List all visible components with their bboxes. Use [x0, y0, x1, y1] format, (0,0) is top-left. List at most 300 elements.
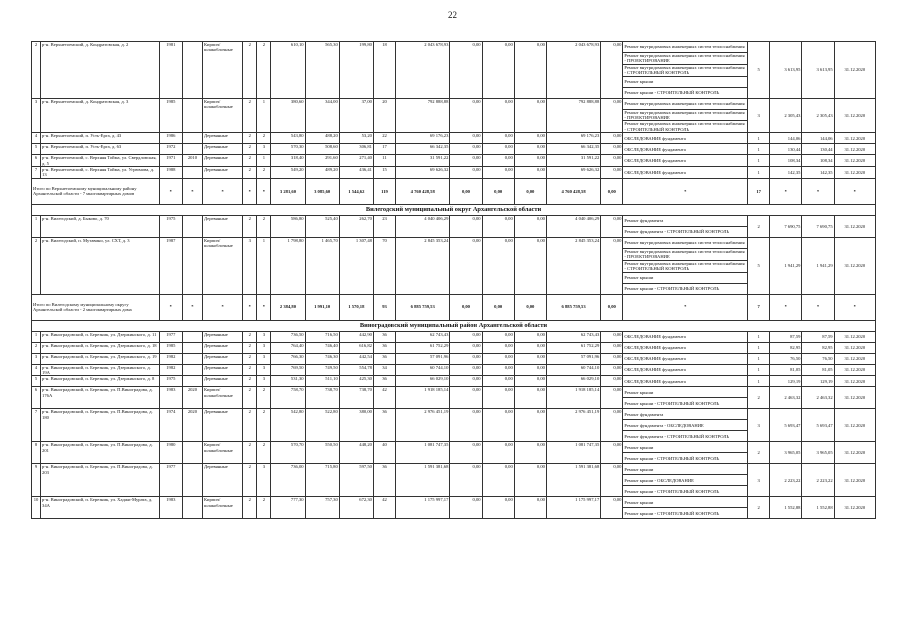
work-type-cell: Ремонт внутридомовых инженерных систем теплоснабжения — [623, 98, 748, 109]
cost-cell: 31 591,22 — [396, 155, 450, 167]
a1-cell: 570,70 — [271, 442, 305, 464]
z4-cell: 0,00 — [601, 155, 623, 167]
res-cell: 18 — [373, 42, 395, 99]
total-star: * — [202, 294, 242, 320]
unit-price-cell: 1 941,29 — [770, 237, 802, 294]
total-date: * — [834, 294, 875, 320]
res-cell: 22 — [373, 133, 395, 144]
entr-cell: 3 — [257, 342, 271, 353]
z2-cell: 0,00 — [482, 364, 514, 376]
address-cell: р-н. Виноградовский, п. Березник, ул. Дзержинского, д. 8 — [41, 376, 160, 387]
a1-cell: 777,30 — [271, 497, 305, 519]
address-cell: р-н. Виноградовский, п. Березник, ул. П.Виноградова, д. 201 — [41, 442, 160, 464]
year2-cell — [182, 237, 202, 294]
work-count-cell: 5 — [748, 237, 770, 294]
z1-cell: 0,00 — [450, 42, 482, 99]
deadline-cell: 31.12.2020 — [834, 387, 875, 409]
max-price-cell: 82,95 — [802, 342, 834, 353]
table-row — [32, 42, 876, 53]
mat-cell: Кирпич/ шлакоблочные — [202, 42, 242, 99]
year2-cell: 2010 — [182, 155, 202, 167]
total-date: * — [834, 178, 875, 204]
a2-cell: 508,60 — [305, 144, 339, 155]
entr-cell: 3 — [257, 331, 271, 342]
unit-price-cell: 3 965,05 — [770, 442, 802, 464]
res-cell: 36 — [373, 464, 395, 497]
a2-cell: 716,50 — [305, 331, 339, 342]
year-cell: 1971 — [159, 155, 182, 167]
section-title: Виноградовский муниципальный район Архангельской области — [32, 320, 876, 331]
entr-cell: 3 — [257, 364, 271, 376]
year2-cell — [182, 42, 202, 99]
total-z1: 0,00 — [450, 178, 482, 204]
work-type-cell: ОБСЛЕДОВАНИЕ фундамента — [623, 167, 748, 179]
work-count-cell: 5 — [748, 42, 770, 99]
a2-cell: 525,40 — [305, 215, 339, 237]
z4-cell: 0,00 — [601, 144, 623, 155]
total-star: * — [257, 178, 271, 204]
floors-cell: 2 — [243, 167, 257, 179]
year-cell: 1974 — [159, 409, 182, 442]
year-cell: 1975 — [159, 215, 182, 237]
total-star: * — [202, 178, 242, 204]
entr-cell: 2 — [257, 215, 271, 237]
a1-cell: 736,00 — [271, 464, 305, 497]
row-number: 7 — [32, 409, 41, 442]
z1-cell: 0,00 — [450, 331, 482, 342]
address-cell: р-н. Виноградовский, п. Березник, ул. П.Виноградова, д. 176А — [41, 387, 160, 409]
cost-cell: 792 888,88 — [396, 98, 450, 133]
res-cell: 40 — [373, 442, 395, 464]
max-price-cell: 5 693,47 — [802, 409, 834, 442]
entr-cell: 2 — [257, 497, 271, 519]
cost-cell: 66 029,10 — [396, 376, 450, 387]
z2-cell: 0,00 — [482, 215, 514, 237]
z1-cell: 0,00 — [450, 215, 482, 237]
address-cell: р-н. Виноградовский, п. Березник, ул. Дзержинского, д. 19 — [41, 353, 160, 364]
work-type-cell: Ремонт крыши — [623, 442, 748, 453]
total-a3: 1 544,62 — [339, 178, 373, 204]
entr-cell: 1 — [257, 155, 271, 167]
cost2-cell: 66 342,35 — [546, 144, 600, 155]
total-star: * — [243, 178, 257, 204]
work-type-cell: Ремонт фундамента - ОБСЛЕДОВАНИЕ — [623, 420, 748, 431]
a2-cell: 757,30 — [305, 497, 339, 519]
total-z2: 0,00 — [482, 178, 514, 204]
total-cost2: 6 885 759,53 — [546, 294, 600, 320]
unit-price-cell: 144,06 — [770, 133, 802, 144]
total-cost: 6 885 759,53 — [396, 294, 450, 320]
total-star: * — [243, 294, 257, 320]
year2-cell — [182, 364, 202, 376]
total-p2: * — [802, 178, 834, 204]
res-cell: 36 — [373, 331, 395, 342]
table-row — [32, 353, 876, 364]
deadline-cell: 31.12.2020 — [834, 42, 875, 99]
mat-cell: Кирпич/ шлакоблочные — [202, 497, 242, 519]
total-z4: 0,00 — [601, 294, 623, 320]
section-title: Вилегодский муниципальный округ Архангельской области — [32, 204, 876, 215]
total-star: * — [182, 294, 202, 320]
work-count-cell: 1 — [748, 155, 770, 167]
unit-price-cell: 2 463,32 — [770, 387, 802, 409]
work-type-cell: Ремонт крыши — [623, 387, 748, 398]
address-cell: р-н. Верхнетоемский, п. Усть-Ерга, д. 63 — [41, 144, 160, 155]
year-cell: 1982 — [159, 364, 182, 376]
total-cost: 4 760 428,58 — [396, 178, 450, 204]
z3-cell: 0,00 — [514, 155, 546, 167]
a1-cell: 758,70 — [271, 387, 305, 409]
row-number: 6 — [32, 387, 41, 409]
table-row — [32, 133, 876, 144]
mat-cell: Деревянные — [202, 376, 242, 387]
max-price-cell: 3 613,95 — [802, 42, 834, 99]
row-number: 6 — [32, 155, 41, 167]
year-cell: 1983 — [159, 497, 182, 519]
total-work-count: 17 — [748, 178, 770, 204]
z1-cell: 0,00 — [450, 133, 482, 144]
z4-cell: 0,00 — [601, 342, 623, 353]
res-cell: 36 — [373, 342, 395, 353]
entr-cell: 1 — [257, 237, 271, 294]
a3-cell: 1 307,48 — [339, 237, 373, 294]
cost-cell: 1 918 185,14 — [396, 387, 450, 409]
a2-cell: 715,80 — [305, 464, 339, 497]
mat-cell: Кирпич/ шлакоблочные — [202, 442, 242, 464]
row-number: 9 — [32, 464, 41, 497]
a3-cell: 306,81 — [339, 144, 373, 155]
floors-cell: 2 — [243, 387, 257, 409]
entr-cell: 3 — [257, 376, 271, 387]
year-cell: 1982 — [159, 353, 182, 364]
work-type-cell: Ремонт внутридомовых инженерных систем теплоснабжения — [623, 42, 748, 53]
table-row — [32, 342, 876, 353]
mat-cell: Деревянные — [202, 364, 242, 376]
total-z1: 0,00 — [450, 294, 482, 320]
total-res: 93 — [373, 294, 395, 320]
deadline-cell: 31.12.2020 — [834, 167, 875, 179]
table-row — [32, 387, 876, 398]
year2-cell: 2020 — [182, 409, 202, 442]
a1-cell: 610,10 — [271, 42, 305, 99]
address-cell: р-н. Виноградовский, п. Березник, ул. Дзержинского, д. 18 — [41, 342, 160, 353]
year-cell: 1985 — [159, 98, 182, 133]
a3-cell: 262,70 — [339, 215, 373, 237]
a1-cell: 586,80 — [271, 215, 305, 237]
table-row — [32, 376, 876, 387]
a1-cell: 549,20 — [271, 167, 305, 179]
total-z3: 0,00 — [514, 294, 546, 320]
z2-cell: 0,00 — [482, 331, 514, 342]
address-cell: р-н. Виноградовский, п. Березник, ул. Дзержинского, д. 19А — [41, 364, 160, 376]
cost-cell: 60 744,10 — [396, 364, 450, 376]
row-number: 5 — [32, 144, 41, 155]
a1-cell: 769,50 — [271, 364, 305, 376]
work-type-cell: Ремонт крыши — [623, 497, 748, 508]
z3-cell: 0,00 — [514, 387, 546, 409]
table-body — [32, 42, 876, 519]
mat-cell: Деревянные — [202, 155, 242, 167]
z3-cell: 0,00 — [514, 442, 546, 464]
deadline-cell: 31.12.2020 — [834, 376, 875, 387]
deadline-cell: 31.12.2020 — [834, 442, 875, 464]
a2-cell: 489,20 — [305, 167, 339, 179]
deadline-cell: 31.12.2020 — [834, 215, 875, 237]
floors-cell: 2 — [243, 144, 257, 155]
cost2-cell: 31 591,22 — [546, 155, 600, 167]
cost2-cell: 61 752,29 — [546, 342, 600, 353]
cost-cell: 57 091,96 — [396, 353, 450, 364]
a3-cell: 380,00 — [339, 409, 373, 442]
deadline-cell: 31.12.2020 — [834, 331, 875, 342]
cost2-cell: 69 176,23 — [546, 133, 600, 144]
z1-cell: 0,00 — [450, 442, 482, 464]
address-cell: р-н. Вилегодский, п. Мутавино, ул. СХТ, д. 3 — [41, 237, 160, 294]
entr-cell: 2 — [257, 42, 271, 99]
year2-cell — [182, 331, 202, 342]
address-cell: р-н. Виноградовский, п. Березник, ул. П.Виноградова, д. 180 — [41, 409, 160, 442]
total-star: * — [159, 294, 182, 320]
unit-price-cell: 2 305,43 — [770, 98, 802, 133]
z2-cell: 0,00 — [482, 98, 514, 133]
entr-cell: 2 — [257, 409, 271, 442]
a3-cell: 442,54 — [339, 353, 373, 364]
z4-cell: 0,00 — [601, 497, 623, 519]
work-type-cell: Ремонт внутридомовых инженерных систем теплоснабжения - СТРОИТЕЛЬНЫЙ КОНТРОЛЬ — [623, 260, 748, 272]
unit-price-cell: 3 613,95 — [770, 42, 802, 99]
floors-cell: 2 — [243, 215, 257, 237]
res-cell: 36 — [373, 353, 395, 364]
work-type-cell: Ремонт крыши — [623, 76, 748, 87]
a1-cell: 531,30 — [271, 376, 305, 387]
z4-cell: 0,00 — [601, 215, 623, 237]
max-price-cell: 87,59 — [802, 331, 834, 342]
work-count-cell: 1 — [748, 331, 770, 342]
a1-cell: 318,40 — [271, 155, 305, 167]
z4-cell: 0,00 — [601, 133, 623, 144]
cost2-cell: 57 091,96 — [546, 353, 600, 364]
z4-cell: 0,00 — [601, 387, 623, 409]
z2-cell: 0,00 — [482, 442, 514, 464]
a1-cell: 1 798,80 — [271, 237, 305, 294]
deadline-cell: 31.12.2020 — [834, 464, 875, 497]
total-z2: 0,00 — [482, 294, 514, 320]
year2-cell — [182, 133, 202, 144]
year-cell: 1981 — [159, 42, 182, 99]
z1-cell: 0,00 — [450, 155, 482, 167]
total-work: * — [623, 294, 748, 320]
deadline-cell: 31.12.2020 — [834, 237, 875, 294]
z4-cell: 0,00 — [601, 376, 623, 387]
a3-cell: 436,41 — [339, 167, 373, 179]
unit-price-cell: 87,59 — [770, 331, 802, 342]
z1-cell: 0,00 — [450, 376, 482, 387]
cost2-cell: 1 591 381,68 — [546, 464, 600, 497]
address-cell: р-н. Верхнетоемский, с. Верхняя Тойма, ул. Угрюмова, д. 13 — [41, 167, 160, 179]
a2-cell: 344,00 — [305, 98, 339, 133]
a3-cell: 597,50 — [339, 464, 373, 497]
unit-price-cell: 1 552,88 — [770, 497, 802, 519]
total-z4: 0,00 — [601, 178, 623, 204]
cost2-cell: 66 029,10 — [546, 376, 600, 387]
work-type-cell: Ремонт внутридомовых инженерных систем теплоснабжения - ПРОЕКТИРОВАНИЕ — [623, 109, 748, 121]
cost-cell: 2 043 678,93 — [396, 42, 450, 99]
mat-cell: Деревянные — [202, 331, 242, 342]
table-row — [32, 98, 876, 109]
address-cell: р-н. Виноградовский, п. Березник, ул. Дзержинского, д. 11 — [41, 331, 160, 342]
work-count-cell: 1 — [748, 144, 770, 155]
z3-cell: 0,00 — [514, 464, 546, 497]
max-price-cell: 129,19 — [802, 376, 834, 387]
work-type-cell: Ремонт внутридомовых инженерных систем теплоснабжения - СТРОИТЕЛЬНЫЙ КОНТРОЛЬ — [623, 64, 748, 76]
work-count-cell: 1 — [748, 376, 770, 387]
entr-cell: 2 — [257, 167, 271, 179]
z3-cell: 0,00 — [514, 497, 546, 519]
work-count-cell: 1 — [748, 353, 770, 364]
z3-cell: 0,00 — [514, 133, 546, 144]
mat-cell: Кирпич/ шлакоблочные — [202, 98, 242, 133]
row-number: 3 — [32, 98, 41, 133]
a1-cell: 542,80 — [271, 409, 305, 442]
z4-cell: 0,00 — [601, 442, 623, 464]
mat-cell: Деревянные — [202, 215, 242, 237]
table-row — [32, 364, 876, 376]
max-price-cell: 76,50 — [802, 353, 834, 364]
deadline-cell: 31.12.2020 — [834, 133, 875, 144]
floors-cell: 2 — [243, 497, 257, 519]
max-price-cell: 7 690,75 — [802, 215, 834, 237]
z3-cell: 0,00 — [514, 331, 546, 342]
row-number: 8 — [32, 442, 41, 464]
unit-price-cell: 108,34 — [770, 155, 802, 167]
deadline-cell: 31.12.2020 — [834, 409, 875, 442]
a3-cell: 271,40 — [339, 155, 373, 167]
z2-cell: 0,00 — [482, 155, 514, 167]
a1-cell: 380,60 — [271, 98, 305, 133]
total-work-count: 7 — [748, 294, 770, 320]
a3-cell: 442,90 — [339, 331, 373, 342]
floors-cell: 2 — [243, 464, 257, 497]
floors-cell: 2 — [243, 409, 257, 442]
deadline-cell: 31.12.2020 — [834, 353, 875, 364]
deadline-cell: 31.12.2020 — [834, 497, 875, 519]
table-row — [32, 237, 876, 248]
mat-cell: Деревянные — [202, 409, 242, 442]
cost-cell: 62 743,43 — [396, 331, 450, 342]
a2-cell: 746,40 — [305, 342, 339, 353]
z2-cell: 0,00 — [482, 237, 514, 294]
a1-cell: 570,30 — [271, 144, 305, 155]
z4-cell: 0,00 — [601, 167, 623, 179]
res-cell: 36 — [373, 409, 395, 442]
z1-cell: 0,00 — [450, 98, 482, 133]
work-type-cell: Ремонт внутридомовых инженерных систем теплоснабжения - ПРОЕКТИРОВАНИЕ — [623, 248, 748, 260]
work-count-cell: 1 — [748, 167, 770, 179]
total-star: * — [182, 178, 202, 204]
a1-cell: 766,30 — [271, 353, 305, 364]
cost-cell: 1 591 381,68 — [396, 464, 450, 497]
max-price-cell: 2 305,43 — [802, 98, 834, 133]
z2-cell: 0,00 — [482, 409, 514, 442]
unit-price-cell: 142,35 — [770, 167, 802, 179]
mat-cell: Деревянные — [202, 342, 242, 353]
z3-cell: 0,00 — [514, 364, 546, 376]
table-row — [32, 331, 876, 342]
cost2-cell: 62 743,43 — [546, 331, 600, 342]
a2-cell: 522,80 — [305, 409, 339, 442]
unit-price-cell: 5 693,47 — [770, 409, 802, 442]
z2-cell: 0,00 — [482, 167, 514, 179]
total-a2: 3 085,60 — [305, 178, 339, 204]
total-res: 119 — [373, 178, 395, 204]
z1-cell: 0,00 — [450, 387, 482, 409]
table-row — [32, 442, 876, 453]
z3-cell: 0,00 — [514, 353, 546, 364]
work-type-cell: Ремонт фундамента — [623, 215, 748, 226]
total-row — [32, 294, 876, 320]
mat-cell: Деревянные — [202, 464, 242, 497]
year-cell: 1980 — [159, 442, 182, 464]
z3-cell: 0,00 — [514, 167, 546, 179]
cost-cell: 4 040 406,29 — [396, 215, 450, 237]
work-type-cell: Ремонт крыши - СТРОИТЕЛЬНЫЙ КОНТРОЛЬ — [623, 508, 748, 519]
z2-cell: 0,00 — [482, 376, 514, 387]
res-cell: 20 — [373, 98, 395, 133]
a2-cell: 550,50 — [305, 442, 339, 464]
cost-cell: 66 342,35 — [396, 144, 450, 155]
mat-cell: Деревянные — [202, 353, 242, 364]
work-count-cell: 1 — [748, 342, 770, 353]
work-type-cell: Ремонт внутридомовых инженерных систем теплоснабжения — [623, 237, 748, 248]
row-number: 2 — [32, 237, 41, 294]
total-p1: * — [770, 178, 802, 204]
cost2-cell: 2 976 451,19 — [546, 409, 600, 442]
cost2-cell: 4 040 406,29 — [546, 215, 600, 237]
work-type-cell: Ремонт внутридомовых инженерных систем теплоснабжения - СТРОИТЕЛЬНЫЙ КОНТРОЛЬ — [623, 121, 748, 133]
row-number: 5 — [32, 376, 41, 387]
z2-cell: 0,00 — [482, 353, 514, 364]
row-number: 7 — [32, 167, 41, 179]
work-count-cell: 1 — [748, 364, 770, 376]
total-a3: 1 570,18 — [339, 294, 373, 320]
row-number: 2 — [32, 342, 41, 353]
total-p1: * — [770, 294, 802, 320]
z4-cell: 0,00 — [601, 42, 623, 99]
year2-cell — [182, 353, 202, 364]
year-cell: 1972 — [159, 144, 182, 155]
max-price-cell: 144,06 — [802, 133, 834, 144]
total-label: Итого по Верхнетоемскому муниципальному району Архангельской области - 7 многоквартирных домов — [32, 178, 160, 204]
table-row — [32, 167, 876, 179]
year2-cell: 2020 — [182, 387, 202, 409]
table-row — [32, 155, 876, 167]
year-cell: 1987 — [159, 237, 182, 294]
floors-cell: 2 — [243, 331, 257, 342]
entr-cell: 2 — [257, 387, 271, 409]
work-count-cell: 1 — [748, 133, 770, 144]
cost-cell: 69 176,23 — [396, 133, 450, 144]
z3-cell: 0,00 — [514, 144, 546, 155]
z3-cell: 0,00 — [514, 215, 546, 237]
a3-cell: 199,80 — [339, 42, 373, 99]
a2-cell: 1 465,70 — [305, 237, 339, 294]
total-label: Итого по Вилегодскому муниципальному округу Архангельской области - 2 многоквартирных дома — [32, 294, 160, 320]
unit-price-cell: 130,44 — [770, 144, 802, 155]
max-price-cell: 2 223,22 — [802, 464, 834, 497]
work-type-cell: Ремонт фундамента - СТРОИТЕЛЬНЫЙ КОНТРОЛЬ — [623, 226, 748, 237]
row-number: 2 — [32, 42, 41, 99]
a2-cell: 511,10 — [305, 376, 339, 387]
